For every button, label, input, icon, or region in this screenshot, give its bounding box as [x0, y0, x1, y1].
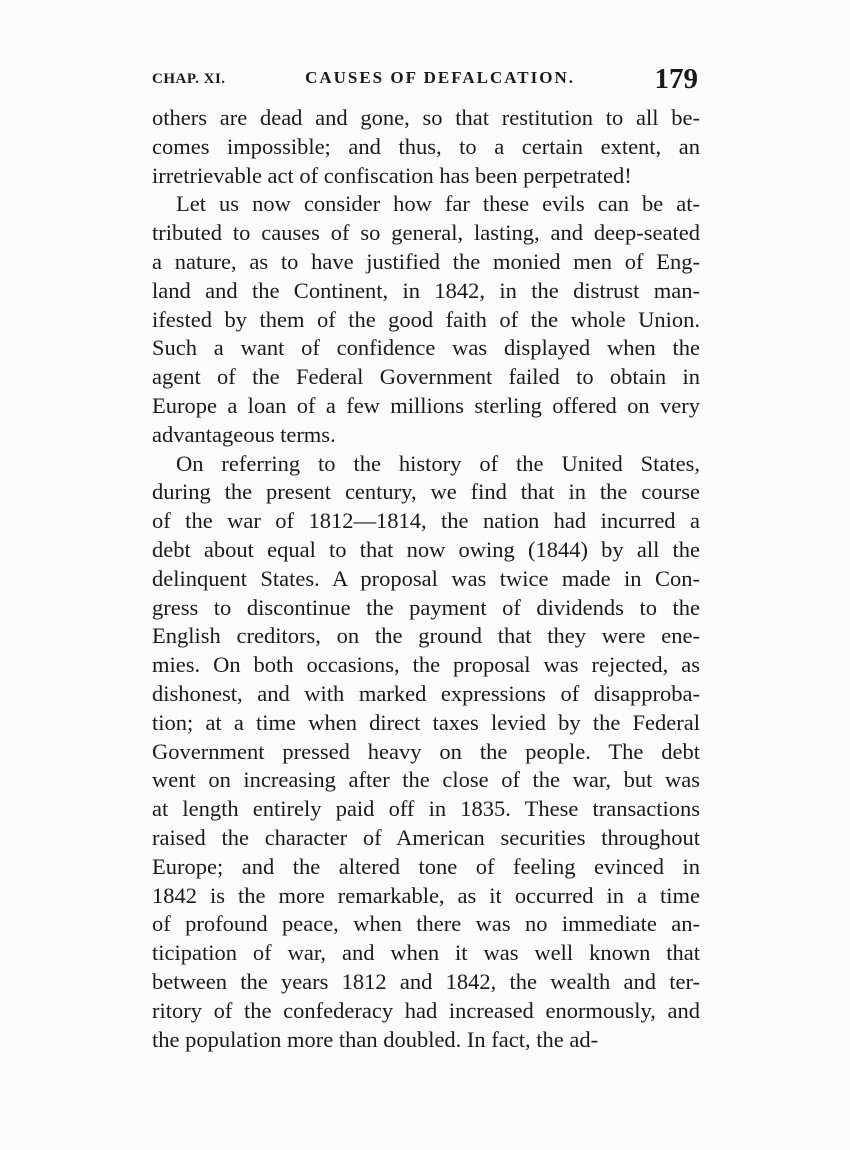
text-line: ritory of the confederacy had increased enormously, and — [152, 997, 700, 1023]
text-line: Such a want of confidence was displayed when the — [152, 335, 700, 361]
text-line: the population more than doubled. In fact, the ad- — [152, 1026, 599, 1052]
page-number: 179 — [654, 63, 698, 95]
running-head — [152, 60, 698, 94]
text-line: debt about equal to that now owing (1844) by all the — [152, 536, 700, 562]
text-line: ticipation of war, and when it was well known that — [152, 940, 700, 966]
text-line: at length entirely paid off in 1835. These transactions — [152, 796, 700, 822]
text-line: Europe a loan of a few millions sterling offered on very — [152, 392, 700, 418]
text-line: 1842 is the more remarkable, as it occurred in a time — [152, 882, 700, 908]
paragraph — [152, 104, 700, 190]
chapter-label: CHAP. XI. — [152, 71, 226, 87]
text-line: of the war of 1812—1814, the nation had incurred a — [152, 508, 700, 534]
text-line: irretrievable act of confiscation has been perpetrated! — [152, 162, 632, 188]
paragraph — [152, 190, 700, 449]
text-line: agent of the Federal Government failed to obtain in — [152, 364, 700, 390]
text-line: went on increasing after the close of the war, but was — [152, 767, 700, 793]
text-line: between the years 1812 and 1842, the wealth and ter- — [152, 968, 700, 994]
paragraph — [152, 450, 700, 1055]
text-line: delinquent States. A proposal was twice made in Con- — [152, 565, 700, 591]
text-line: Let us now consider how far these evils can be at- — [176, 191, 700, 217]
text-line: advantageous terms. — [152, 421, 336, 447]
text-line: gress to discontinue the payment of dividends to the — [152, 594, 700, 620]
text-line: On referring to the history of the United States, — [176, 450, 700, 476]
text-line: tion; at a time when direct taxes levied by the Federal — [152, 709, 700, 735]
text-line: dishonest, and with marked expressions of disapproba- — [152, 680, 700, 706]
text-line: ifested by them of the good faith of the whole Union. — [152, 306, 700, 332]
text-line: tributed to causes of so general, lasting, and deep-seated — [152, 220, 700, 246]
text-line: English creditors, on the ground that they were ene- — [152, 623, 700, 649]
text-line: Europe; and the altered tone of feeling evinced in — [152, 853, 700, 879]
text-line: during the present century, we find that in the course — [152, 479, 700, 505]
text-line: a nature, as to have justified the monied men of Eng- — [152, 248, 700, 274]
text-line: of profound peace, when there was no immediate an- — [152, 911, 700, 937]
text-line: mies. On both occasions, the proposal was rejected, as — [152, 652, 700, 678]
text-line: others are dead and gone, so that restitution to all be- — [152, 105, 700, 130]
text-line: Government pressed heavy on the people. The debt — [152, 738, 700, 764]
chapter-title: CAUSES OF DEFALCATION. — [305, 68, 575, 87]
text-line: comes impossible; and thus, to a certain extent, an — [152, 133, 700, 159]
text-line: raised the character of American securities throughout — [152, 824, 700, 850]
text-line: land and the Continent, in 1842, in the distrust man- — [152, 277, 700, 303]
body-text — [152, 104, 700, 1054]
